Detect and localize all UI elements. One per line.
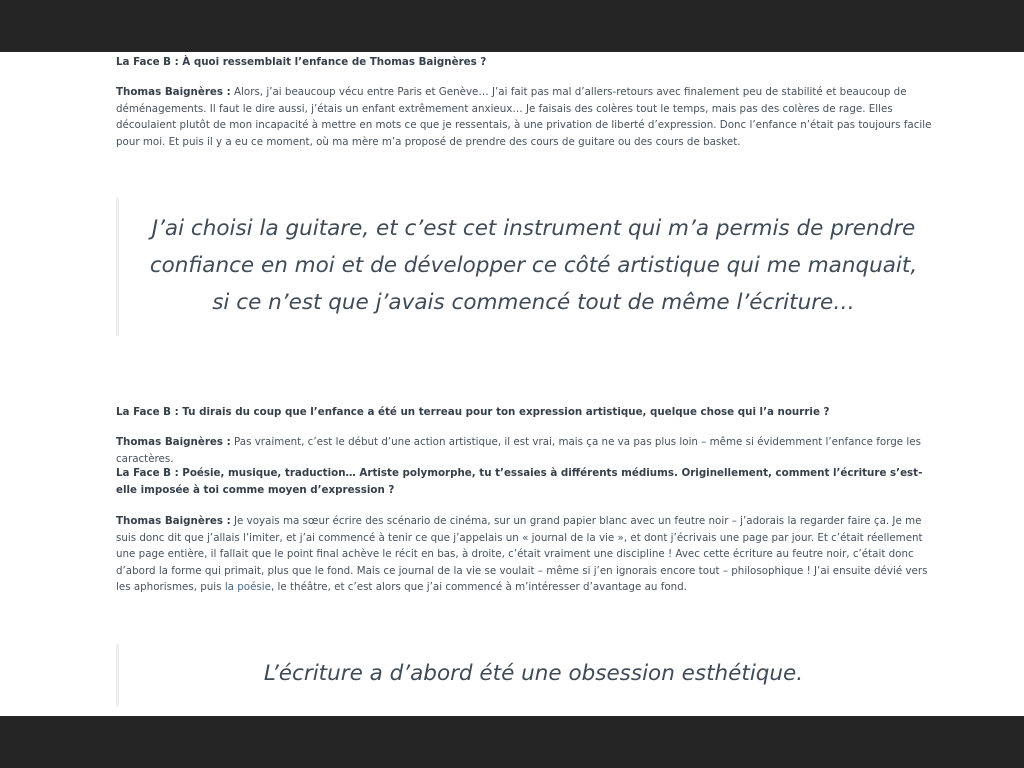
- interview-answer: [116, 434, 942, 467]
- question-block-3: [116, 465, 942, 499]
- question-block-2: [116, 404, 942, 421]
- question-block-1: [116, 54, 942, 71]
- answer-text: Alors, j’ai beaucoup vécu entre Paris et Genève… J’ai fait pas mal d’allers-retours avec finalement peu de stabilité et beaucoup de déménagements. Il faut le dire aussi, j’étais un enfant extrêmement anxieux… Je faisais des colères tout le temps, mais pas des colères de rage. Elles découlaient plutôt de mon incapacité à mettre en mots ce que je ressentais, à une privation de liberté d’expression. Donc l’enfance n’était pas toujours facile pour moi. Et puis il y a eu ce moment, où ma mère m’a proposé de prendre des cours de guitare ou des cours de basket.: [116, 86, 932, 148]
- interview-question: La Face B : À quoi ressemblait l’enfance de Thomas Baignères ?: [116, 56, 487, 68]
- pull-quote-text: J’ai choisi la guitare, et c’est cet instrument qui m’a permis de prendre confiance en moi et de développer ce côté artistique qui me manquait, si ce n’est que j’avais commencé tout de même l’écriture…: [149, 216, 918, 315]
- bottom-letterbox-bar: [0, 716, 1024, 768]
- speaker-name: Thomas Baignères :: [116, 515, 231, 527]
- answer-text-end: , le théâtre, et c’est alors que j’ai commencé à m’intéresser d’avantage au fond.: [271, 581, 687, 593]
- answer-block-3: [116, 513, 942, 596]
- pull-quote: [116, 198, 942, 336]
- answer-block-2: [116, 434, 942, 467]
- speaker-name: Thomas Baignères :: [116, 436, 231, 448]
- answer-text: Je voyais ma sœur écrire des scénario de cinéma, sur un grand papier blanc avec un feutre noir – j’adorais la regarder faire ça. Je me suis donc dit que j’allais l’imiter, et j’ai commencé à tenir ce que j’appelais un « journal de la vie », et dont j’écrivais une page par jour. Et c’était réellement une page entière, il fallait que le point final achève le récit en bas, à droite, c’était vraiment une discipline ! Avec cette écriture au feutre noir, c’était donc d’abord la forme qui primait, plus que le fond. Mais ce journal de la vie se voulait – même si j’en ignorais encore tout – philosophique ! J’ai ensuite dévié vers les aphorismes, puis: [116, 515, 928, 593]
- poesie-link[interactable]: la poésie: [224, 581, 271, 593]
- speaker-name: Thomas Baignères :: [116, 86, 231, 98]
- top-letterbox-bar: [0, 0, 1024, 52]
- pull-quote-text: L’écriture a d’abord été une obsession esthétique.: [263, 661, 804, 686]
- article-page: [0, 52, 1024, 716]
- pull-quote: [116, 644, 942, 706]
- answer-block-1: [116, 84, 942, 150]
- interview-question: La Face B : Poésie, musique, traduction… Artiste polymorphe, tu t’essaies à différents médiums. Originellement, comment l’écriture s’est-elle imposée à toi comme moyen d’expression ?: [116, 467, 923, 496]
- interview-answer: [116, 513, 942, 596]
- interview-question: La Face B : Tu dirais du coup que l’enfance a été un terreau pour ton expression artistique, quelque chose qui l’a nourrie ?: [116, 406, 830, 418]
- interview-answer: [116, 84, 942, 150]
- answer-text: Pas vraiment, c’est le début d’une action artistique, il est vrai, mais ça ne va pas plus loin – même si évidemment l’enfance forge les caractères.: [116, 436, 921, 465]
